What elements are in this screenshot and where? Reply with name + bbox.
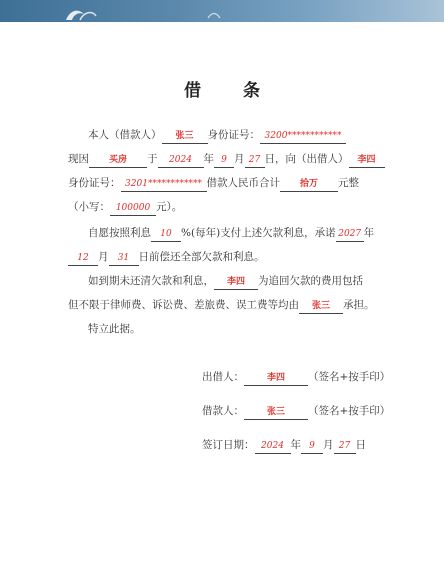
- borrower-name-field: 张三: [162, 130, 208, 144]
- clause-line-1: [88, 274, 363, 290]
- clause-borrower-field: 张三: [299, 300, 343, 314]
- amount-small-prefix: （小写：: [68, 201, 110, 213]
- yu-text: 于: [147, 153, 158, 165]
- yuan-zheng-text: 元整: [338, 177, 359, 189]
- sign-lender-line: [202, 370, 390, 386]
- clause-mid: 为追回欠款的费用包括: [258, 275, 363, 287]
- sign-date-label: 签订日期：: [202, 439, 255, 451]
- id-label-2: 身份证号：: [68, 177, 121, 189]
- sign-borrower-field: 张三: [244, 406, 308, 420]
- clause-line2-text: 但不限于律师费、诉讼费、差旅费、误工费等均由: [68, 299, 299, 311]
- lender-name-field: 李四: [349, 154, 385, 168]
- interest-line: [88, 226, 374, 242]
- due-year-field: 2027: [336, 228, 364, 242]
- sign-borrower-note: （签名+按手印）: [308, 405, 391, 417]
- lender-id-line: [68, 176, 359, 192]
- due-month-text: 月: [98, 251, 109, 263]
- amount-cn-field: 拾万: [280, 178, 338, 192]
- month-text: 月: [234, 153, 245, 165]
- due-month-field: 12: [68, 252, 98, 266]
- special-line: [88, 322, 141, 338]
- reason-line: [68, 152, 385, 168]
- header-decor-band: [0, 0, 444, 22]
- lender-prefix-text: ，向（出借人）: [275, 153, 349, 165]
- id-label: 身份证号：: [207, 129, 260, 141]
- special-text: 特立此据。: [88, 323, 141, 335]
- sign-borrower-label: 借款人：: [202, 405, 244, 417]
- sign-month-field: 9: [301, 440, 323, 454]
- clause-suffix: 承担。: [343, 299, 375, 311]
- loan-month-field: 9: [214, 154, 234, 168]
- interest-prefix: 自愿按照利息: [88, 227, 151, 239]
- reason-field: 买房: [89, 154, 147, 168]
- sign-year-text: 年: [290, 439, 301, 451]
- borrower-label: 本人（借款人）: [88, 129, 162, 141]
- decor-swirl-icon: [0, 0, 444, 22]
- clause-prefix: 如到期未还清欠款和利息，: [88, 275, 214, 287]
- sign-month-text: 月: [323, 439, 334, 451]
- sign-day-field: 27: [334, 440, 356, 454]
- page-title: 借 条: [184, 81, 278, 101]
- borrower-line: [88, 128, 346, 144]
- due-year-text: 年: [363, 227, 375, 239]
- interest-mid: %(每年)支付上述欠款利息，承诺: [181, 227, 336, 239]
- loan-year-field: 2024: [158, 154, 204, 168]
- sign-year-field: 2024: [255, 440, 291, 454]
- sign-lender-field: 李四: [244, 372, 308, 386]
- loan-text: 借款人民币合计: [206, 177, 280, 189]
- amount-small-line: [68, 200, 182, 216]
- borrower-id-field: 3200************: [260, 130, 346, 144]
- amount-small-suffix: 元）。: [156, 201, 183, 213]
- sign-day-text: 日: [355, 439, 366, 451]
- loan-day-field: 27: [245, 154, 265, 168]
- sign-date-line: [202, 438, 366, 454]
- interest-rate-field: 10: [151, 228, 181, 242]
- clause-line-2: [68, 298, 375, 314]
- due-suffix: 日前偿还全部欠款和利息。: [138, 251, 265, 263]
- clause-lender-field: 李四: [214, 276, 258, 290]
- lender-id-field: 3201************: [121, 178, 207, 192]
- sign-lender-label: 出借人：: [202, 371, 244, 383]
- due-day-field: 31: [109, 252, 139, 266]
- sign-lender-note: （签名+按手印）: [308, 371, 391, 383]
- reason-prefix: 现因: [68, 153, 89, 165]
- due-line: [68, 250, 265, 266]
- lender-prefix: 日: [264, 153, 275, 165]
- sign-borrower-line: [202, 404, 390, 420]
- amount-num-field: 100000: [110, 202, 156, 216]
- year-text: 年: [203, 153, 214, 165]
